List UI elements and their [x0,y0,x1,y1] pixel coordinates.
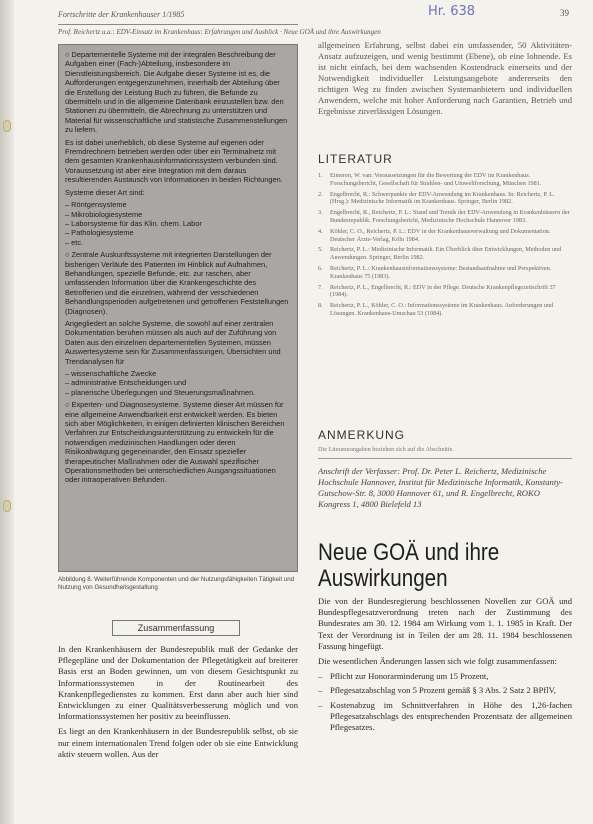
article-list [318,671,572,733]
list-item: – etc. [65,238,291,247]
list-item: – Pflegesatzabschlag von 5 Prozent gemäß § 3 Abs. 2 Satz 2 BPflV, [318,685,572,696]
divider [318,458,572,459]
literature-item: 3. Engelbrecht, R., Reichertz, P. L.: Stand und Trends der EDV-Anwendung in Krankenhäusern der Bundesrepublik. Forschungsbericht, Medizinische Hochschule Hannover 1983. [318,209,570,224]
article-paragraph: Die von der Bundesregierung beschlossenen Novellen zur GOÄ und Bundespflegesatzverordnung treten nach der Zustimmung des Bundesrates am 30. 12. 1984 am Wirkung vom 1. 1. 1985 in Kraft. Der Text der Verordnung ist in Teilen der am 28. 11. 1984 beschlossenen Fassung hingefügt. [318,596,572,651]
literature-item: 5. Reichertz, P. L.: Medizinische Informatik. Ein Überblick über Entwicklungen, Methoden und Anwendungen. Springer, Berlin 1982. [318,246,562,262]
list-item: – wissenschaftliche Zwecke [65,369,291,378]
box-paragraph: Es ist dabei unerheblich, ob diese Systeme auf eigenen oder Fremdrechnern betrieben werden oder über ein Terminalnetz mit dem gesamten Krankenhausinformationssystem verbunden sind. Voraussetzung ist aber eine Integration mit dem daraus resultierenden Austausch von Informationen in beiden Richtungen. [65,137,283,185]
continued-text: allgemeinen Erfahrung, selbst dabei ein umfassender, 50 Aktivitäten-Ansatz aufzuzeigen, und wenig bestimmt (Ebene), ob eine lohnende. Es ist nicht einfach, bei dem wachsenden Kostendruck einerseits und der Notwendigkeit individueller Leistungsangebote andererseits den richtigen Weg zu finden zwischen Systemanbietern und individuellen Anwendern, welche mit hoher Anforderung nach Garantien, Betrieb und Ergebnisse zuverlässigen Lösungen. [318,40,572,116]
page-number: 39 [560,8,569,18]
box-paragraph: ○ Experten- und Diagnosesysteme. Systeme dieser Art müssen für eine allgemeine Anwendbarkeit erst entwickelt werden. Es bieten sich aber Möglichkeiten, in einigen definierten klinischen Bereichen Verfahren zur Entscheidungsunterstützung zu entwickeln für die notwendigen medizinischen Handlungen oder deren Risikoabwägung gegeneinander, den Einsatz spezieller therapeutischer Maßnahmen oder die Auswahl spezifischer Operationsmethoden bei unterschiedlichen Ausgangssituationen oder intraoperativen Befunden. [65,400,285,485]
literature-item: 7. Reichertz, P. L., Engelbrecht, R.: EDV in der Pflege. Deutsche Krankenpflegezeitschrift 37 (1984). [318,283,556,299]
list-item: – Kostenabzug im Schnittverfahren in Höhe des 1,26-fachen Pflegesatzabschlags des entsprechenden Prozentsatz der allgemeinen Pflegesatzes. [318,700,572,734]
literature-item: 8. Reichertz, P. L., Köhler, C. O.: Informationssysteme im Krankenhaus. Anforderungen und Lösungen. Krankenhaus-Umschau 53 (1984). [318,302,554,317]
box-paragraph: Systeme dieser Art sind: [65,187,145,197]
list-item: – administrative Entscheidungen und [65,378,291,387]
list-item: – Laborsysteme für das Klin. chem. Labor [65,219,291,228]
article-paragraph: Die wesentlichen Änderungen lassen sich wie folgt zusammenfassen: [318,656,557,667]
header-rule [58,24,298,25]
summary-paragraph: In den Krankenhäusern der Bundesrepublik muß der Gedanke der Pflegepläne und der Dokumentation der Pflegetätigkeit auf breiterer Basis erst an Boden gewinnen, um von diesem Gesichtspunkt zu Informationssystemen in der Routinearbeit des Krankenpflegedienstes zu kommen. Erst dann aber auch hier sind Entwicklungen zu einer Qualitätsverbesserung möglich und von Informationssystemen her positiv zu beeinflussen. [58,644,298,722]
list-item: – planerische Überlegungen und Steuerungsmaßnahmen. [65,388,291,397]
section-title-zusammenfassung: Zusammenfassung [112,620,240,636]
punch-hole [3,500,11,512]
list-item: – Mikrobiologiesysteme [65,210,291,219]
literature-item: 4. Köhler, C. O., Reichertz, P. L.: EDV in der Krankenhausverwaltung und Dokumentation. Deutscher Ärzte-Verlag, Köln 1984. [318,227,551,243]
highlighted-box [58,44,298,572]
list-item: – Röntgensysteme [65,200,291,209]
box-paragraph: ○ Departementelle Systeme mit der integralen Beschreibung der Aufgaben einer (Fach-)Abteilung, insbesondere im Dienstleistungsbereich. Die Aufgabe dieser Systeme ist es, die Aufforderungen entgegenzunehmen, innerhalb der Abteilung über die Erstellung der Leistung Buch zu führen, die Befunde zu übermitteln und in die allgemeine Datenbank einzustellen bzw. den Stationen zu übermitteln, die Abrechnung zu unterstützen und Material für wissenschaftliche und statistische Zusammenstellungen zu liefern. [65,50,288,135]
list-item: – Pathologiesysteme [65,228,291,237]
note-text: Die Literaturangaben beziehen sich auf die Abschnitte. [318,446,454,453]
article-title: Neue GOÄ und ihre Auswirkungen [318,539,500,592]
running-subhead: Prof. Reichertz u.a.: EDV-Einsatz im Krankenhaus: Erfahrungen und Ausblick · Neue GOÄ und ihre Auswirkungen [58,28,381,36]
literature-list [318,172,572,412]
summary-text [58,644,298,824]
literature-item: 1. Eimeren, W. van: Voraussetzungen für die Bewertung der EDV im Krankenhaus. Forschungsbericht, Gesellschaft für Strahlen- und Umweltforschung, München 1981. [318,172,542,187]
note-heading: ANMERKUNG [318,428,406,442]
journal-title: Fortschritte der Krankenhauser 1/1985 [58,10,185,19]
author-address: Anschrift der Verfasser: Prof. Dr. Peter L. Reichertz, Medizinische Hochschule Hannover, Institut für Medizinische Informatik, Konstanty-Gutschow-Str. 8, 3000 Hannover 61, und R. Engelbrecht, ROKO Kongress 1, 4800 Bielefeld 13 [318,466,563,509]
summary-paragraph: Es liegt an den Krankenhäusern in der Bundesrepublik selbst, ob sie nur einem internationalen Trend folgen oder ob sie eine Entwicklung aktiv steuern wollen. Aus der [58,726,298,759]
box-paragraph: ○ Zentrale Auskunftssysteme mit integrierten Darstellungen der bisherigen Verläufe des Patienten im Hinblick auf Aufnahmen, Behandlungen, spezielle Befunde, etc. zur raschen, aber umfassenden Information über die Krankengeschichte des Betroffenen und die einzelnen, während der verschiedenen Behandlungsperioden aufgetretenen und getroffenen Feststellungen (Diagnosen). [65,250,289,316]
literature-item: 6. Reichertz, P. L.: Krankenhausinformationssysteme: Bestandsaufnahme und Perspektiven. Krankenhaus 75 (1983). [318,264,552,280]
box-paragraph: Angegliedert an solche Systeme, die sowohl auf einer zentralen Dokumentation beruhen müssen als auch auf der Zuführung von Daten aus den einzelnen departementellen Systemen, müssen Auswertesysteme sein für Zusammenfassungen, Übersichten und Trendanalysen für [65,318,281,366]
box-list [65,369,291,397]
literature-item: 2. Engelbrecht, R.: Schwerpunkte der EDV-Anwendung im Krankenhaus. In: Reichertz, P. L. (Hrsg.): Medizinische Informatik im Krankenhaus. Springer, Berlin 1982. [318,190,555,206]
literature-heading: LITERATUR [318,152,393,166]
handwritten-stamp: Hr. 638 [428,4,476,19]
punch-hole [3,120,11,132]
box-list [65,200,291,247]
figure-caption: Abbildung 8. Weiterführende Komponenten und der Nutzungsfähigkeiten Tätigkeit und Nutzung von Gesundheitsgestaltung [58,576,295,591]
page-header [58,6,573,22]
article-body [318,596,572,824]
list-item: – Pflicht zur Honorarminderung um 15 Prozent, [318,671,572,682]
